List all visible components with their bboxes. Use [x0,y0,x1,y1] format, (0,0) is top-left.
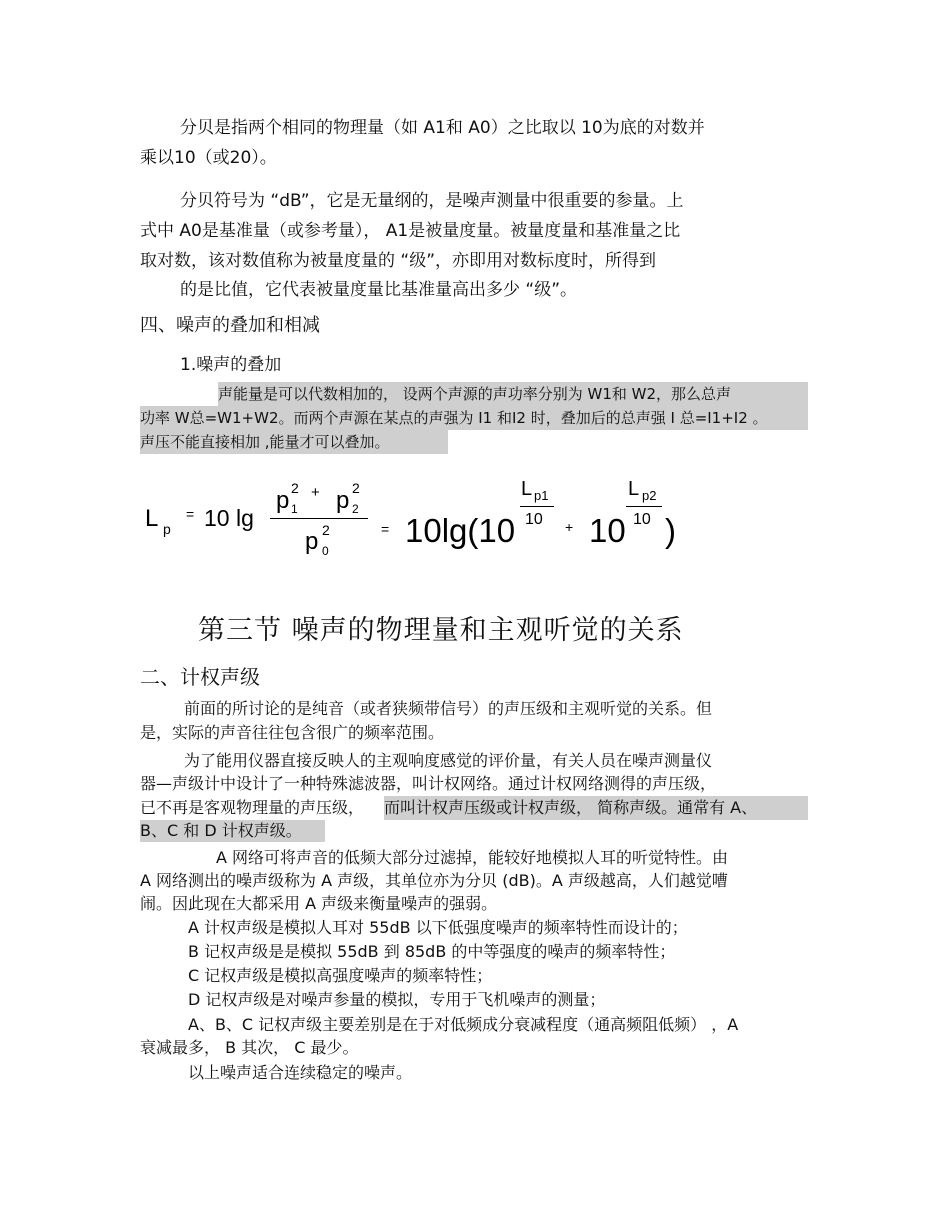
section-heading-weighted-level: 二、计权声级 [140,665,260,689]
para6-line3: 闹。因此现在大都采用 A 声级来衡量噪声的强弱。 [140,894,498,913]
para5-line2: 器—声级计中设计了一种特殊滤波器，叫计权网络。通过计权网络测得的声压级， [140,774,717,793]
formula-exp2-num-sub: p2 [642,488,657,503]
list-item-a-weighting: A 计权声级是模拟人耳对 55dB 以下低强度噪声的频率特性而设计的； [188,918,688,937]
formula-num-p1: p [276,487,290,514]
section-heading-4: 四、噪声的叠加和相减 [140,315,320,336]
para2-line4: 的是比值，它代表被量度量比基准量高出多少 “级”。 [180,280,578,300]
para7-line2: 衰减最多， B 其次， C 最少。 [140,1038,359,1057]
list-item-d-weighting: D 记权声级是对噪声参量的模拟，专用于飞机噪声的测量； [188,990,606,1009]
para4-line2: 是，实际的声音往往包含很广的频率范围。 [140,723,445,742]
para2-line2: 式中 A0是基准量（或参考量）， A1是被量度量。被量度量和基准量之比 [140,221,681,241]
formula-lhs-sub: p [163,521,171,537]
formula-rhs-end: ) [665,512,676,549]
formula-eq1: = [186,506,195,522]
formula-num-p1-sub: 1 [291,502,298,516]
para2-line3: 取对数，该对数值称为被量度量的 “级”，亦即用对数标度时，所得到 [140,251,657,271]
para2-line1: 分贝符号为 “dB”，它是无量纲的，是噪声测量中很重要的参量。上 [180,191,684,211]
formula-plus2: + [565,519,574,535]
list-item-c-weighting: C 记权声级是模拟高强度噪声的频率特性； [188,966,493,985]
para1-line1: 分贝是指两个相同的物理量（如 A1和 A0）之比取以 10为底的对数并 [180,118,705,138]
formula-exp1-num: L [521,478,533,500]
para7-line1: A、B、C 记权声级主要差别是在于对低频成分衰减程度（通高频阻低频） ，A [188,1015,739,1034]
formula-den-sub: 0 [322,544,329,558]
para5-line3b: 而叫计权声压级或计权声级， 简称声级。通常有 A、 [384,798,758,817]
formula-den-sup: 2 [322,522,330,538]
para3-line3: 声压不能直接相加 ,能量才可以叠加。 [140,433,390,451]
formula-den-p0: p [305,528,319,555]
fraction-bar [270,518,368,519]
para1-line2: 乘以10（或20）。 [140,148,277,168]
formula-eq2: = [381,521,390,537]
exponent1-bar [520,506,554,507]
formula-num-p2: p [336,487,350,514]
formula-num-p2-sub: 2 [352,502,359,516]
list-item-b-weighting: B 记权声级是是模拟 55dB 到 85dB 的中等强度的噪声的频率特性； [188,942,676,961]
formula-rhs-pre: 10lg(10 [405,512,516,549]
para8-line1: 以上噪声适合连续稳定的噪声。 [188,1063,413,1082]
formula-exp2-num: L [628,478,640,500]
formula-coef: 10 lg [204,505,254,531]
para6-line2: A 网络测出的噪声级称为 A 声级，其单位亦为分贝 (dB)。A 声级越高，人们越觉嘈 [140,871,728,890]
para6-line1: A 网络可将声音的低频大部分过滤掉，能较好地模拟人耳的听觉特性。由 [216,848,729,867]
para5-line3a: 已不再是客观物理量的声压级， [140,798,365,817]
para3-line2: 功率 W总=W1+W2。而两个声源在某点的声强为 I1 和I2 时，叠加后的总声强 I 总=I1+I2 。 [140,409,768,427]
formula-num-p1-sup: 2 [291,480,299,496]
para5-line1: 为了能用仪器直接反映人的主观响度感觉的评价量，有关人员在噪声测量仪 [184,751,713,770]
subheading-noise-addition: 1.噪声的叠加 [180,355,282,375]
formula-exp1-den: 10 [525,511,543,528]
formula-rhs-mid: 10 [589,512,626,549]
formula-lhs: L [145,505,159,532]
exponent2-bar [626,506,662,507]
para5-line4: B、C 和 D 计权声级。 [140,821,302,840]
formula-exp2-den: 10 [633,511,651,528]
formula-exp1-num-sub: p1 [534,488,549,503]
para4-line1: 前面的所讨论的是纯音（或者狭频带信号）的声压级和主观听觉的关系。但 [184,699,713,718]
chapter-title: 第三节 噪声的物理量和主观听觉的关系 [198,615,684,646]
formula-plus1: + [311,484,320,501]
para3-line1: 声能量是可以代数相加的， 设两个声源的声功率分别为 W1和 W2，那么总声 [218,385,732,403]
formula-num-p2-sup: 2 [352,480,360,496]
